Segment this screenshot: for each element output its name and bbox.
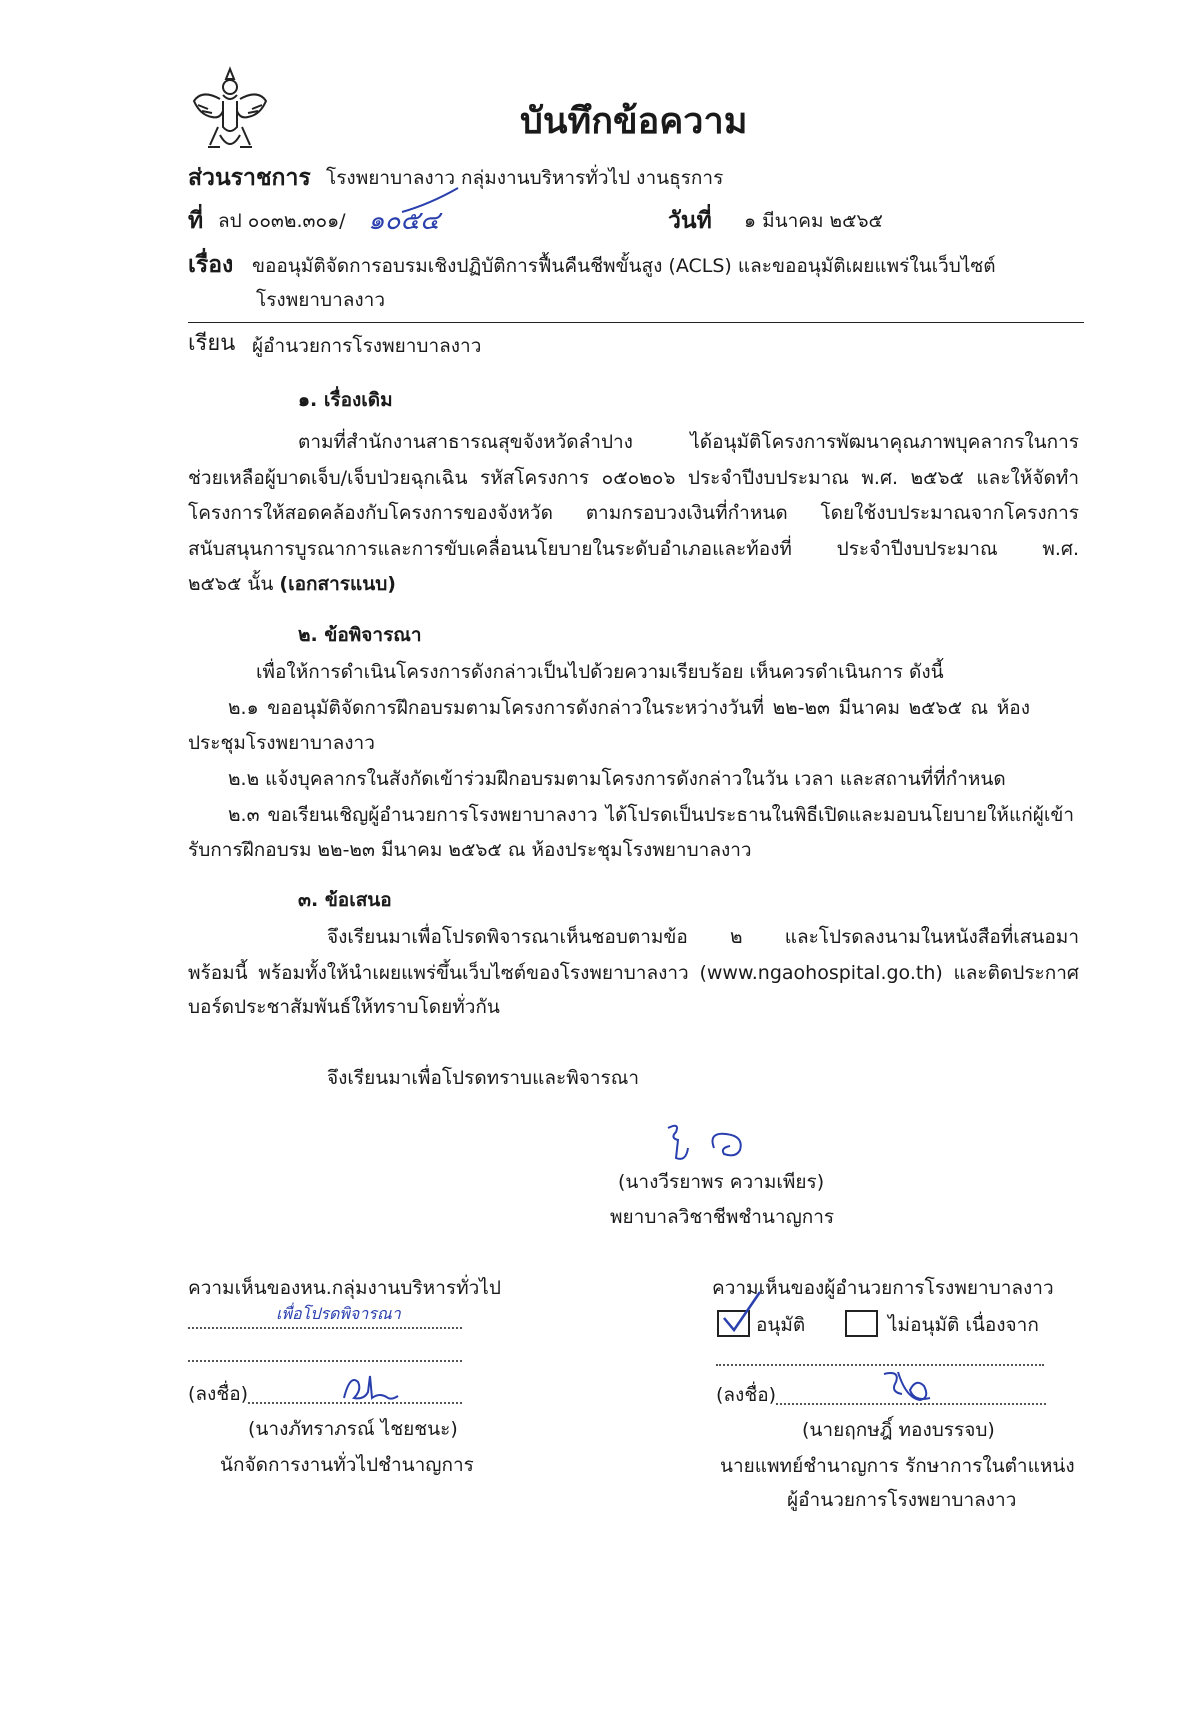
left-opinion-heading: ความเห็นของหน.กลุ่มงานบริหารทั่วไป bbox=[188, 1277, 501, 1299]
right-opinion-heading: ความเห็นของผู้อำนวยการโรงพยาบาลงาว bbox=[712, 1277, 1054, 1299]
section-3-line-2: พร้อมนี้ พร้อมทั้งให้นำเผยแพร่ขึ้นเว็บไซต์ของโรงพยาบาลงาว (www.ngaohospital.go.th) และติดประกาศ bbox=[188, 962, 1079, 984]
section-1-line-1: ตามที่สำนักงานสาธารณสุขจังหวัดลำปาง ได้อนุมัติโครงการพัฒนาคุณภาพบุคลากรในการ bbox=[298, 431, 1079, 453]
section-3-heading: ๓. ข้อเสนอ bbox=[298, 889, 392, 911]
reject-label: ไม่อนุมัติ เนื่องจาก bbox=[888, 1314, 1039, 1336]
section-2-heading: ๒. ข้อพิจารณา bbox=[298, 624, 422, 646]
right-signer-position-1: นายแพทย์ชำนาญการ รักษาการในตำแหน่ง bbox=[720, 1455, 1075, 1477]
reject-checkbox[interactable] bbox=[845, 1310, 878, 1337]
ref-value: ลป ๐๐๓๒.๓๐๑/ bbox=[218, 210, 346, 232]
left-opinion-handwritten: เพื่อโปรดพิจารณา bbox=[276, 1304, 401, 1323]
section-1-line-4: สนับสนุนการบูรณาการและการขับเคลื่อนนโยบายในระดับอำเภอและท้องที่ ประจำปีงบประมาณ พ.ศ. bbox=[188, 538, 1079, 560]
subject-label: เรื่อง bbox=[188, 252, 234, 278]
org-label: ส่วนราชการ bbox=[188, 165, 311, 191]
header-divider bbox=[188, 322, 1084, 323]
left-signer-name: (นางภัทราภรณ์ ไชยชนะ) bbox=[248, 1418, 458, 1440]
date-value: ๑ มีนาคม ๒๕๖๕ bbox=[744, 210, 883, 232]
date-label: วันที่ bbox=[668, 208, 712, 234]
signatory-position: พยาบาลวิชาชีพชำนาญการ bbox=[610, 1206, 835, 1228]
section-1-line-3: โครงการให้สอดคล้องกับโครงการของจังหวัด ตามกรอบวงเงินที่กำหนด โดยใช้งบประมาณจากโครงการ bbox=[188, 502, 1079, 524]
section-2-item-3-line-2: รับการฝึกอบรม ๒๒-๒๓ มีนาคม ๒๕๖๕ ณ ห้องประชุมโรงพยาบาลงาว bbox=[188, 839, 752, 861]
signatory-name: (นางวีรยาพร ความเพียร) bbox=[618, 1171, 825, 1193]
to-label: เรียน bbox=[188, 331, 236, 356]
left-opinion-line-2 bbox=[188, 1360, 462, 1362]
section-2-item-1-line-2: ประชุมโรงพยาบาลงาว bbox=[188, 732, 375, 754]
section-3-line-1: จึงเรียนมาเพื่อโปรดพิจารณาเห็นชอบตามข้อ ๒ และโปรดลงนามในหนังสือที่เสนอมา bbox=[327, 926, 1079, 948]
right-signature bbox=[880, 1368, 934, 1408]
left-opinion-line-1 bbox=[188, 1327, 462, 1329]
section-1-line-2: ช่วยเหลือผู้บาดเจ็บ/เจ็บป่วยฉุกเฉิน รหัสโครงการ ๐๕๐๒๐๖ ประจำปีงบประมาณ พ.ศ. ๒๕๖๕ และให้จัดทำ bbox=[188, 467, 1079, 489]
section-3-line-3: บอร์ดประชาสัมพันธ์ให้ทราบโดยทั่วกัน bbox=[188, 996, 500, 1018]
org-value: โรงพยาบาลงาว กลุ่มงานบริหารทั่วไป งานธุรการ bbox=[326, 167, 724, 189]
closing-line: จึงเรียนมาเพื่อโปรดทราบและพิจารณา bbox=[327, 1067, 640, 1089]
garuda-emblem bbox=[190, 65, 270, 155]
section-2-item-3-line-1: ๒.๓ ขอเรียนเชิญผู้อำนวยการโรงพยาบาลงาว ได้โปรดเป็นประธานในพิธีเปิดและมอบนโยบายให้แก่ผู้เข้า bbox=[228, 804, 1074, 826]
left-signature bbox=[340, 1368, 400, 1408]
right-signer-position-2: ผู้อำนวยการโรงพยาบาลงาว bbox=[787, 1489, 1017, 1511]
section-2-item-2: ๒.๒ แจ้งบุคลากรในสังกัดเข้าร่วมฝึกอบรมตามโครงการดังกล่าวในวัน เวลา และสถานที่ที่กำหนด bbox=[228, 768, 1006, 790]
right-sign-label: (ลงชื่อ) bbox=[716, 1384, 777, 1406]
to-value: ผู้อำนวยการโรงพยาบาลงาว bbox=[252, 335, 482, 357]
right-signer-name: (นายฤกษฎิ์ ทองบรรจบ) bbox=[802, 1419, 995, 1441]
section-1-last-text: ๒๕๖๕ นั้น bbox=[188, 573, 280, 595]
ref-label: ที่ bbox=[188, 208, 204, 234]
approve-label: อนุมัติ bbox=[756, 1314, 806, 1336]
right-opinion-line bbox=[716, 1364, 1044, 1366]
ref-handwritten-number: ๑๐๕๔ bbox=[368, 206, 440, 236]
ref-pen-stroke bbox=[400, 186, 460, 216]
left-signer-position: นักจัดการงานทั่วไปชำนาญการ bbox=[220, 1454, 474, 1476]
section-1-heading: ๑. เรื่องเดิม bbox=[298, 389, 393, 411]
section-1-line-5 bbox=[188, 572, 396, 596]
subject-line-1: ขออนุมัติจัดการอบรมเชิงปฏิบัติการฟื้นคืนชีพขั้นสูง (ACLS) และขออนุมัติเผยแพร่ในเว็บไซต์ bbox=[252, 255, 996, 277]
signatory-signature bbox=[660, 1118, 770, 1168]
subject-line-2: โรงพยาบาลงาว bbox=[256, 289, 386, 311]
left-sign-label: (ลงชื่อ) bbox=[188, 1383, 249, 1405]
section-2-item-1-line-1: ๒.๑ ขออนุมัติจัดการฝึกอบรมตามโครงการดังกล่าวในระหว่างวันที่ ๒๒-๒๓ มีนาคม ๒๕๖๕ ณ ห้อง bbox=[228, 697, 1030, 719]
section-2-intro: เพื่อให้การดำเนินโครงการดังกล่าวเป็นไปด้วยความเรียบร้อย เห็นควรดำเนินการ ดังนี้ bbox=[256, 661, 944, 683]
memo-title: บันทึกข้อความ bbox=[520, 101, 748, 142]
attachment-note: (เอกสารแนบ) bbox=[279, 573, 396, 595]
